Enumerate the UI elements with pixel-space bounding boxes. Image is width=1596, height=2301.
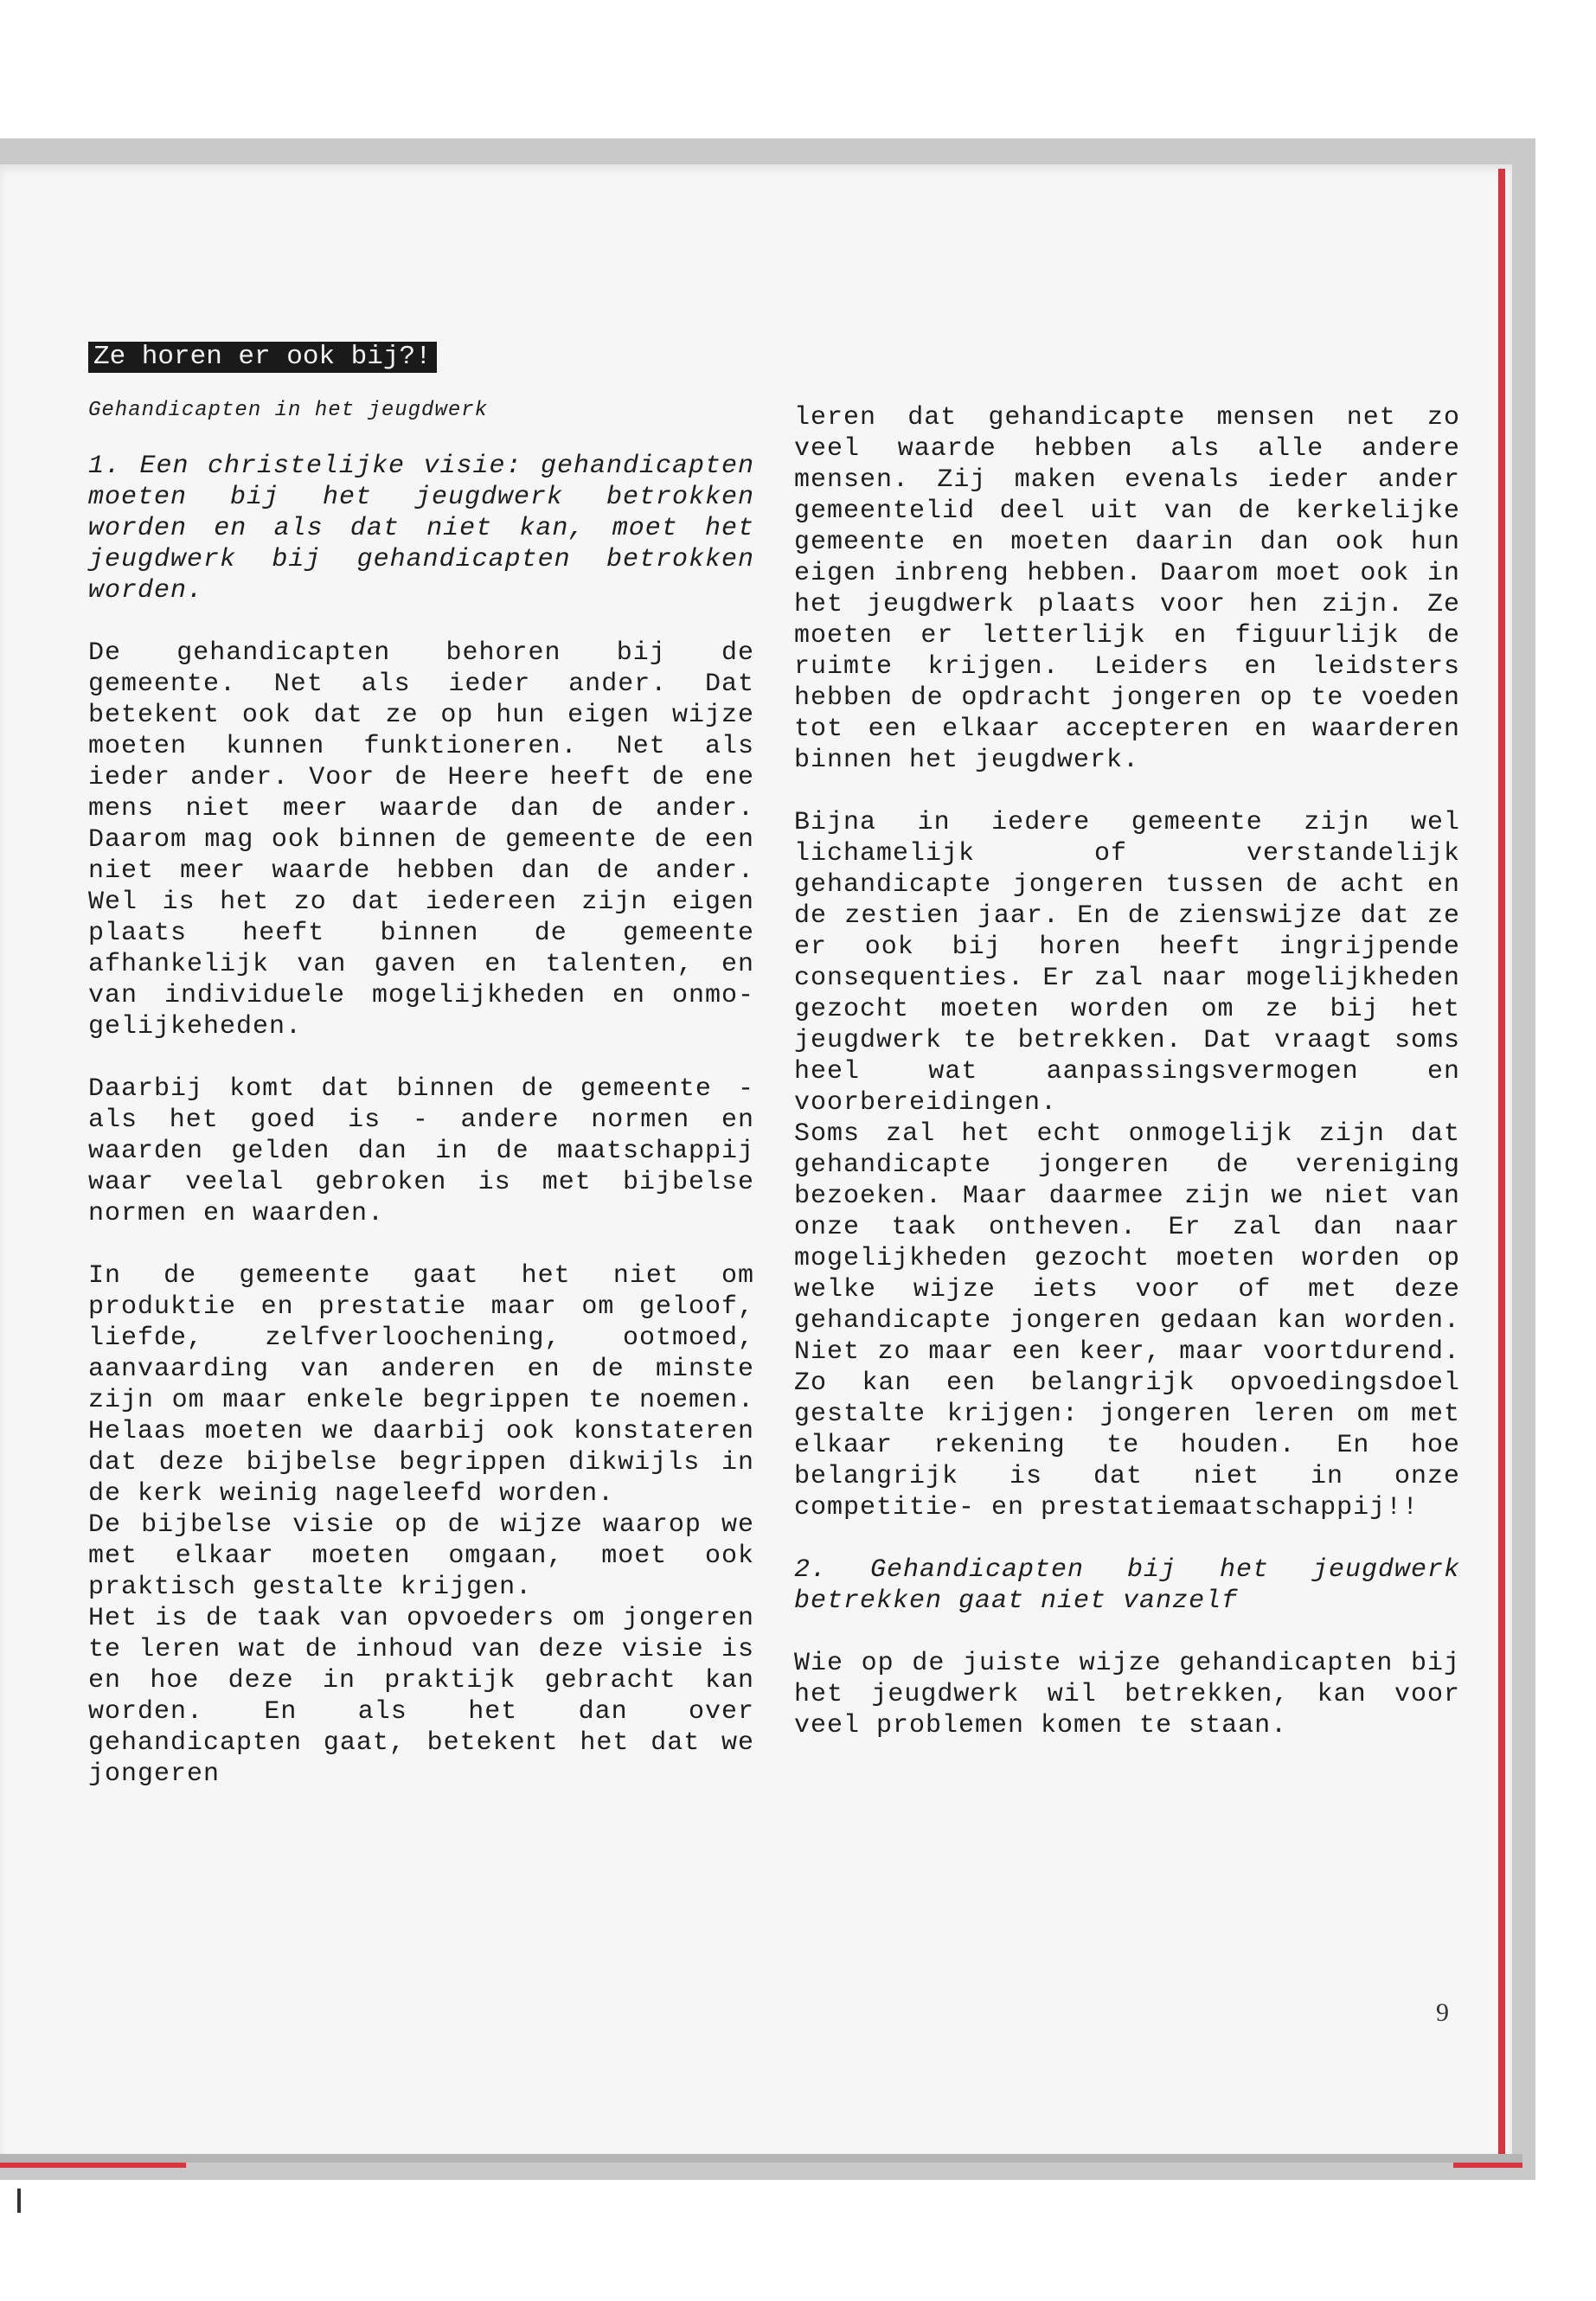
section-heading-1: 1. Een christelijke visie: gehandicapten moeten bij het jeugdwerk betrokken worden en als dat niet kan, moet het jeugdwerk bij gehandicapten betrokken worden. bbox=[88, 452, 754, 606]
page-bottom-red-right bbox=[1453, 2163, 1522, 2168]
right-column bbox=[794, 402, 1460, 1772]
paragraph: Bijna in iedere gemeente zijn wel lichamelijk of verstandelijk gehandicapte jongeren tussen de acht en de zestien jaar. En de zienswijze dat ze er ook bij horen heeft ingrijpende consequenties. Er zal naar mogelijkheden gezocht moeten worden om ze bij het jeugdwerk te betrekken. Dat vraagt soms heel wat aanpassingsvermogen en voorbereidingen. bbox=[794, 808, 1460, 1118]
paragraph: leren dat gehandicapte mensen net zo veel waarde hebben als alle andere mensen. Zij maken evenals ieder ander gemeentelid deel uit van de kerkelijke gemeente en moeten daarin dan ook hun eigen inbreng hebben. Daarom moet ook in het jeugdwerk plaats voor hen zijn. Ze moeten er letterlijk en figuurlijk de ruimte krijgen. Leiders en leidsters hebben de opdracht jongeren op te voeden tot een elkaar accepteren en waarderen binnen het jeugdwerk. bbox=[794, 403, 1460, 775]
paragraph: Daarbij komt dat binnen de gemeente - als het goed is - andere normen en waarden gelden dan in de maatschappij waar veelal gebroken is met bijbelse normen en waarden. bbox=[88, 1074, 754, 1228]
left-column bbox=[88, 342, 754, 1790]
page-number: 9 bbox=[1436, 1998, 1449, 2027]
paragraph: Soms zal het echt onmogelijk zijn dat gehandicapte jongeren de vereniging bezoeken. Maar daarmee zijn we niet van onze taak ontheven. Er zal dan naar mogelijkheden gezocht moeten worden op welke wijze iets voor of met deze gehandicapte jongeren gedaan kan worden. Niet zo maar een keer, maar voortdurend. Zo kan een belangrijk opvoedingsdoel gestalte krijgen: jongeren leren om met elkaar rekening te houden. En hoe belangrijk is dat niet in onze competitie- en prestatiemaatschappij!! bbox=[794, 1119, 1460, 1522]
page-red-edge bbox=[1498, 169, 1505, 2158]
paragraph: De bijbelse visie op de wijze waarop we met elkaar moeten omgaan, moet ook praktisch gestalte krijgen. bbox=[88, 1510, 754, 1602]
article-subtitle: Gehandicapten in het jeugdwerk bbox=[88, 399, 489, 422]
paragraph: Wie op de juiste wijze gehandicapten bij het jeugdwerk wil betrekken, kan voor veel problemen komen te staan. bbox=[794, 1649, 1460, 1740]
page-bottom-red-left bbox=[0, 2163, 186, 2168]
paragraph: Het is de taak van opvoeders om jongeren te leren wat de inhoud van deze visie is en hoe deze in praktijk gebracht kan worden. En als het dan over gehandicapten gaat, betekent het dat we jongeren bbox=[88, 1604, 754, 1789]
page-bottom-edge bbox=[0, 2154, 1522, 2163]
scan-cut-mark bbox=[17, 2189, 21, 2213]
article-title: Ze horen er ook bij?! bbox=[88, 342, 437, 373]
section-heading-2: 2. Gehandicapten bij het jeugdwerk betrekken gaat niet vanzelf bbox=[794, 1555, 1460, 1616]
paragraph: De gehandicapten behoren bij de gemeente. Net als ieder ander. Dat betekent ook dat ze op hun eigen wijze moeten kunnen funktioneren. Net als ieder ander. Voor de Heere heeft de ene mens niet meer waarde dan de ander. Daarom mag ook binnen de gemeente de een niet meer waarde hebben dan de ander. Wel is het zo dat iedereen zijn eigen plaats heeft binnen de gemeente afhankelijk van gaven en talenten, en van individuele mogelijkheden en onmo-gelijkeheden. bbox=[88, 638, 754, 1042]
paragraph: In de gemeente gaat het niet om produktie en prestatie maar om geloof, liefde, zelfverloochening, ootmoed, aanvaarding van anderen en de minste zijn om maar enkele begrippen te noemen. Helaas moeten we daarbij ook konstateren dat deze bijbelse begrippen dikwijls in de kerk weinig nageleefd worden. bbox=[88, 1261, 754, 1509]
